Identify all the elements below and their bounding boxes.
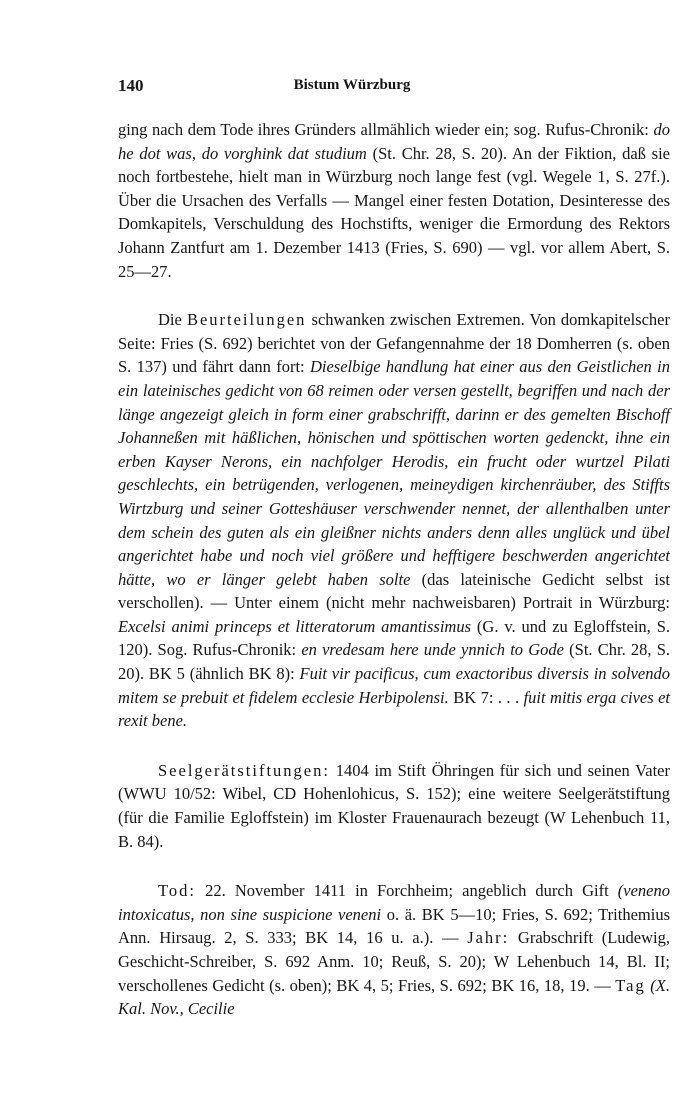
paragraph-assessments — [118, 308, 670, 733]
quote-italic: Excelsi animi princeps et litteratorum amantissimus — [118, 616, 472, 636]
text: (das lateinische Gedicht selbst ist verschollen). — Unter einem (nicht mehr nachweisbaren) Portrait in Würzburg: — [118, 569, 670, 613]
quote-italic: (X. Kal. Nov., Cecilie — [118, 975, 670, 1019]
text: Grabschrift (Ludewig, Geschicht-Schreiber, S. 692 Anm. 10; Reuß, S. 20); W Lehenbuch 14, Bl. II; verschollenes Gedicht (s. oben); BK 4, 5; Fries, S. 692; BK 16, 18, 19. — — [118, 928, 670, 995]
text: (St. Chr. 28, S. 20). BK 5 (ähnlich BK 8): — [118, 640, 671, 684]
quote-italic: Dieselbige handlung hat einer aus den Geistlichen in ein lateinisches gedicht von 68 reimen oder versen gestellt, begriffen und nach der länge angezeigt gleich in form einer grabschrifft, darinn er des gemelten Bischoff Johanneßen mit häßlichen, hönischen und spöttischen worten gedenckt, ihne ein erben Kayser Nerons, ein nachfolger Herodis, ein frucht oder wurtzel Pilati geschlechts, ein betrügenden, verlogenen, meineydigen kirchenräuber, des Stiffts Wirtzburg und seiner Gotteshäuser verschwender nennet, der allenthalben unter dem schein des guten als ein gleißner nichts anders denn alles unglück und übel angerichtet habe und noch viel größere und hefftigere beschwerden angerichtet hätte, wo er länger gelebt haben solte — [118, 357, 670, 589]
quote-italic: fuit mitis erga cives et rexit bene. — [118, 687, 670, 731]
text: ging nach dem Tode ihres Gründers allmählich wieder ein; sog. Rufus-Chronik: — [118, 120, 654, 139]
quote-italic: Fuit vir pacificus, cum exactoribus diversis in solvendo mitem se prebuit et fidelem ecclesie Herbipolensi. — [118, 664, 670, 707]
page-body — [118, 118, 670, 1021]
text: 1404 im Stift Öhringen für sich und seinen Vater (WWU 10/52: Wibel, CD Hohenlohicus, S. 152); eine weitere Seelgerätstiftung (für die Familie Egloffstein) im Kloster Frauenaurach bezeugt (W Lehenbuch 11, B. 84). — [118, 760, 670, 851]
page-number: 140 — [118, 76, 144, 95]
paragraph-death — [118, 879, 670, 1021]
running-title: Bistum Würzburg — [293, 77, 411, 93]
text: (St. Chr. 28, S. 20). An der Fiktion, daß sie noch fortbestehe, hielt man in Würzburg noch lange fest (vgl. Wegele 1, S. 27f.). Über die Ursachen des Verfalls — Mangel einer festen Dotation, Desinteresse des Domkapitels, Verschuldung des Hochstifts, weniger die Ermordung des Rektors Johann Zantfurt am 1. Dezember 1413 (Fries, S. 690) — vgl. vor allem Abert, S. 25—27. — [118, 143, 671, 281]
text: (G. v. und zu Egloffstein, S. 120). Sog. Rufus-Chronik: — [118, 616, 670, 660]
quote-italic: do he dot was, do vorghink dat studium — [118, 120, 670, 163]
page-header — [118, 76, 586, 100]
text: 22. November 1411 in Forchheim; angeblich durch Gift — [196, 881, 618, 901]
quote-italic: (veneno intoxicatus, non sine suspicione veneni — [118, 881, 670, 924]
section-heading-jahr: Jahr: — [467, 928, 510, 948]
section-heading-tag: Tag — [615, 975, 646, 995]
paragraph-seelgeraet — [118, 759, 670, 853]
text: schwanken zwischen Extremen. Von domkapitelscher Seite: Fries (S. 692) berichtet von der Gefangennahme der 18 Domherren (s. oben S. 137) und fährt dann fort: — [118, 310, 670, 377]
section-heading-seelgeraetstiftungen: Seelgerätstiftungen: — [158, 760, 330, 780]
section-heading-tod: Tod: — [158, 881, 197, 901]
section-heading-beurteilungen: Beurteilungen — [186, 310, 307, 330]
quote-italic: en vredesam here unde ynnich to Gode — [301, 640, 564, 660]
text: BK 7: . . . — [448, 687, 524, 707]
paragraph-university-decline — [118, 118, 670, 283]
text: Die — [158, 310, 187, 330]
text: o. ä. BK 5—10; Fries, S. 692; Trithemius Ann. Hirsaug. 2, S. 333; BK 14, 16 u. a.). — — [118, 904, 670, 948]
